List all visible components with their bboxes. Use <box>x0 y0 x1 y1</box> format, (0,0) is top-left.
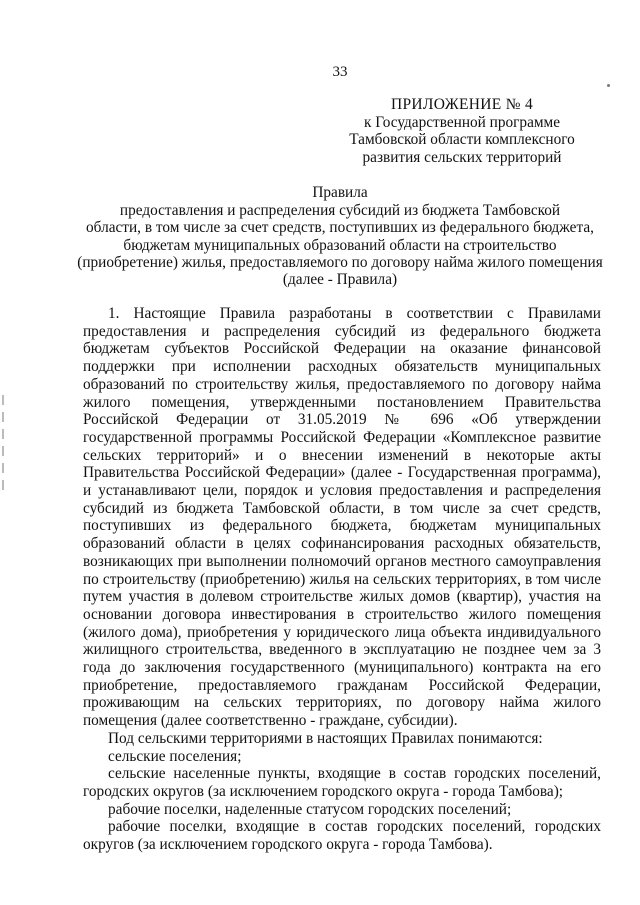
document-body <box>83 305 601 854</box>
page-number: 33 <box>332 64 348 80</box>
title-main: Правила <box>312 184 368 201</box>
title-line-3: бюджетам муниципальных образований области на строительство <box>123 236 557 254</box>
list-item-work-settlements-in-districts: рабочие поселки, входящие в состав городских поселений, городских округов (за исключением городского округа - города Тамбова). <box>83 818 601 854</box>
scan-margin-marks <box>2 395 6 505</box>
title-line-4: (приобретение) жилья, предоставляемого по договору найма жилого помещения <box>77 253 603 271</box>
list-item-rural-localities: сельские населенные пункты, входящие в состав городских поселений, городских округов (за исключением городского округа - города Тамбова); <box>83 765 601 800</box>
scan-speck <box>607 84 610 87</box>
appendix-line-2: Тамбовской области комплексного <box>349 131 575 148</box>
appendix-line-1: к Государственной программе <box>363 113 561 131</box>
appendix-line-3: развития сельских территорий <box>362 148 562 166</box>
appendix-header <box>330 96 594 166</box>
list-item-rural-settlements: сельские поселения; <box>108 747 242 765</box>
appendix-title: ПРИЛОЖЕНИЕ № 4 <box>390 96 534 113</box>
list-item-work-settlements: рабочие поселки, наделенные статусом городских поселений; <box>108 800 512 818</box>
title-line-5: (далее - Правила) <box>282 271 398 289</box>
paragraph-definition-intro: Под сельскими территориями в настоящих Правилах понимаются: <box>108 729 543 747</box>
title-line-2: области, в том числе за счет средств, поступивших из федерального бюджета, <box>86 219 594 237</box>
document-title <box>70 184 610 288</box>
paragraph-1: 1. Настоящие Правила разработаны в соответствии с Правилами предоставления и распределения субсидий из федерального бюджета бюджетам субъектов Российской Федерации на оказание финансовой поддержки при исполнении расходных обязательств муниципальных образований по строительству жилья, предоставляемого по договору найма жилого помещения, утвержденными постановлением Правительства Российской Федерации от 31.05.2019 № 696 «Об утверждении государственной программы Российской Федерации «Комплексное развитие сельских территорий» и о внесении изменений в некоторые акты Правительства Российской Федерации» (далее - Государственная программа), и устанавливают цели, порядок и условия предоставления и распределения субсидий из бюджета Тамбовской области, в том числе за счет средств, поступивших из федерального бюджета, бюджетам муниципальных образований области в целях софинансирования расходных обязательств, возникающих при выполнении полномочий органов местного самоуправления по строительству (приобретению) жилья на сельских территориях, в том числе путем участия в долевом строительстве жилых домов (квартир), участия на основании договора инвестирования в строительство жилого помещения (жилого дома), приобретения у юридического лица объекта индивидуального жилищного строительства, введенного в эксплуатацию не позднее чем за 3 года до заключения государственного (муниципального) контракта на его приобретение, предоставляемого гражданам Российской Федерации, проживающим на сельских территориях, по договору найма жилого помещения (далее соответственно - граждане, субсидии). <box>83 305 601 730</box>
title-line-1: предоставления и распределения субсидий из бюджета Тамбовской <box>119 202 561 220</box>
